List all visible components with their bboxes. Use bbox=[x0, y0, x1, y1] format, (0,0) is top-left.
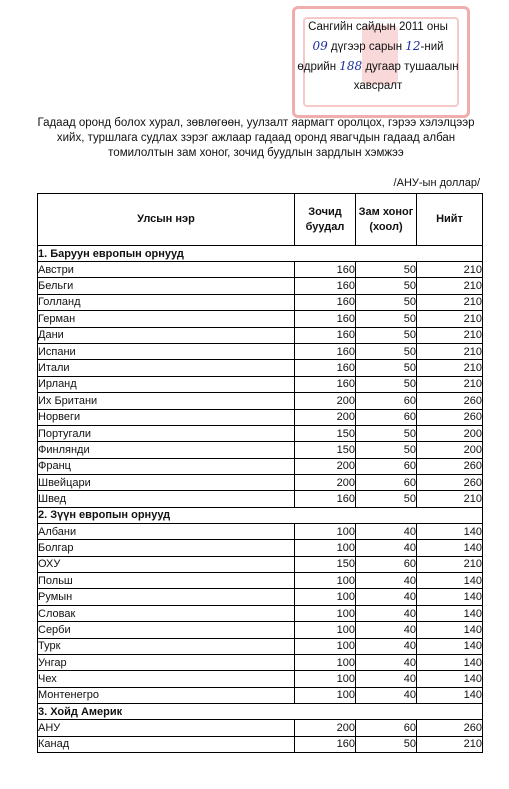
table-body bbox=[38, 246, 483, 753]
country-cell: Их Британи bbox=[38, 393, 295, 409]
country-cell: Австри bbox=[38, 262, 295, 278]
country-cell: Финлянди bbox=[38, 442, 295, 458]
total-cost-cell: 210 bbox=[417, 278, 483, 294]
country-cell: ОХУ bbox=[38, 556, 295, 572]
rates-table bbox=[37, 193, 483, 753]
approval-line-3-end: дугаар тушаалын bbox=[362, 61, 459, 73]
country-cell: Болгар bbox=[38, 540, 295, 556]
country-cell: Монтенегро bbox=[38, 687, 295, 703]
hotel-cost-cell: 200 bbox=[295, 393, 356, 409]
total-cost-cell: 140 bbox=[417, 605, 483, 621]
approval-line-2-end: -ний bbox=[420, 41, 444, 53]
total-cost-cell: 260 bbox=[417, 409, 483, 425]
table-row bbox=[38, 638, 483, 654]
section-row bbox=[38, 246, 483, 262]
table-row bbox=[38, 573, 483, 589]
table-row bbox=[38, 491, 483, 507]
total-cost-cell: 260 bbox=[417, 720, 483, 736]
table-row bbox=[38, 736, 483, 752]
perdiem-cost-cell: 40 bbox=[356, 540, 417, 556]
table-row bbox=[38, 589, 483, 605]
total-cost-cell: 210 bbox=[417, 736, 483, 752]
total-cost-cell: 210 bbox=[417, 311, 483, 327]
table-row bbox=[38, 720, 483, 736]
hotel-cost-cell: 100 bbox=[295, 638, 356, 654]
section-title: 1. Баруун европын орнууд bbox=[38, 246, 483, 262]
table-row bbox=[38, 442, 483, 458]
perdiem-cost-cell: 50 bbox=[356, 294, 417, 310]
title-line-1: Гадаад оронд болох хурал, зөвлөгөөн, уулзалт яармагт оролцох, гэрээ хэлэлцээр bbox=[37, 117, 475, 129]
country-cell: Унгар bbox=[38, 654, 295, 670]
header-perdiem-line-1: Зам хоног bbox=[358, 205, 414, 218]
hotel-cost-cell: 160 bbox=[295, 491, 356, 507]
table-row bbox=[38, 393, 483, 409]
hotel-cost-cell: 200 bbox=[295, 475, 356, 491]
table-row bbox=[38, 360, 483, 376]
total-cost-cell: 140 bbox=[417, 654, 483, 670]
total-cost-cell: 210 bbox=[417, 327, 483, 343]
country-cell: Албани bbox=[38, 523, 295, 539]
table-row bbox=[38, 311, 483, 327]
country-cell: Дани bbox=[38, 327, 295, 343]
hotel-cost-cell: 100 bbox=[295, 540, 356, 556]
section-row bbox=[38, 507, 483, 523]
header-hotel-line-2: буудал bbox=[305, 220, 345, 233]
hotel-cost-cell: 160 bbox=[295, 278, 356, 294]
table-row bbox=[38, 523, 483, 539]
hotel-cost-cell: 160 bbox=[295, 294, 356, 310]
country-cell: Румын bbox=[38, 589, 295, 605]
perdiem-cost-cell: 40 bbox=[356, 638, 417, 654]
hotel-cost-cell: 100 bbox=[295, 687, 356, 703]
total-cost-cell: 140 bbox=[417, 638, 483, 654]
total-cost-cell: 210 bbox=[417, 376, 483, 392]
header-country: Улсын нэр bbox=[38, 194, 295, 246]
perdiem-cost-cell: 50 bbox=[356, 736, 417, 752]
country-cell: Канад bbox=[38, 736, 295, 752]
country-cell: Швед bbox=[38, 491, 295, 507]
table-row bbox=[38, 327, 483, 343]
hotel-cost-cell: 160 bbox=[295, 360, 356, 376]
perdiem-cost-cell: 50 bbox=[356, 327, 417, 343]
country-cell: Португали bbox=[38, 425, 295, 441]
hotel-cost-cell: 200 bbox=[295, 409, 356, 425]
approval-block bbox=[292, 18, 464, 96]
perdiem-cost-cell: 40 bbox=[356, 622, 417, 638]
section-title: 3. Хойд Америк bbox=[38, 704, 483, 720]
table-row bbox=[38, 556, 483, 572]
hotel-cost-cell: 100 bbox=[295, 523, 356, 539]
table-row bbox=[38, 458, 483, 474]
perdiem-cost-cell: 40 bbox=[356, 654, 417, 670]
perdiem-cost-cell: 60 bbox=[356, 475, 417, 491]
total-cost-cell: 140 bbox=[417, 687, 483, 703]
perdiem-cost-cell: 40 bbox=[356, 671, 417, 687]
hotel-cost-cell: 200 bbox=[295, 720, 356, 736]
table-row bbox=[38, 671, 483, 687]
total-cost-cell: 140 bbox=[417, 671, 483, 687]
perdiem-cost-cell: 60 bbox=[356, 393, 417, 409]
document-title bbox=[34, 116, 478, 161]
header-perdiem bbox=[356, 194, 417, 246]
perdiem-cost-cell: 50 bbox=[356, 376, 417, 392]
perdiem-cost-cell: 50 bbox=[356, 491, 417, 507]
approval-line-2 bbox=[292, 37, 464, 57]
handwritten-day: 12 bbox=[405, 39, 421, 53]
hotel-cost-cell: 100 bbox=[295, 605, 356, 621]
table-row bbox=[38, 343, 483, 359]
approval-line-1: Сангийн сайдын 2011 оны bbox=[308, 21, 448, 33]
table-row bbox=[38, 278, 483, 294]
perdiem-cost-cell: 60 bbox=[356, 458, 417, 474]
hotel-cost-cell: 160 bbox=[295, 343, 356, 359]
perdiem-cost-cell: 40 bbox=[356, 605, 417, 621]
perdiem-cost-cell: 50 bbox=[356, 262, 417, 278]
total-cost-cell: 140 bbox=[417, 523, 483, 539]
country-cell: Турк bbox=[38, 638, 295, 654]
perdiem-cost-cell: 50 bbox=[356, 425, 417, 441]
handwritten-month: 09 bbox=[312, 39, 328, 53]
total-cost-cell: 210 bbox=[417, 491, 483, 507]
table-row bbox=[38, 425, 483, 441]
section-title: 2. Зүүн европын орнууд bbox=[38, 507, 483, 523]
total-cost-cell: 210 bbox=[417, 294, 483, 310]
perdiem-cost-cell: 50 bbox=[356, 360, 417, 376]
table-row bbox=[38, 540, 483, 556]
total-cost-cell: 140 bbox=[417, 540, 483, 556]
country-cell: Норвеги bbox=[38, 409, 295, 425]
table-row bbox=[38, 654, 483, 670]
hotel-cost-cell: 150 bbox=[295, 442, 356, 458]
section-row bbox=[38, 704, 483, 720]
country-cell: Герман bbox=[38, 311, 295, 327]
total-cost-cell: 210 bbox=[417, 360, 483, 376]
header-perdiem-line-2: (хоол) bbox=[369, 220, 403, 233]
hotel-cost-cell: 100 bbox=[295, 622, 356, 638]
table-row bbox=[38, 687, 483, 703]
table-row bbox=[38, 376, 483, 392]
perdiem-cost-cell: 50 bbox=[356, 343, 417, 359]
perdiem-cost-cell: 40 bbox=[356, 687, 417, 703]
hotel-cost-cell: 150 bbox=[295, 425, 356, 441]
country-cell: Франц bbox=[38, 458, 295, 474]
total-cost-cell: 260 bbox=[417, 393, 483, 409]
table-row bbox=[38, 409, 483, 425]
approval-line-3 bbox=[292, 57, 464, 77]
hotel-cost-cell: 100 bbox=[295, 654, 356, 670]
country-cell: Польш bbox=[38, 573, 295, 589]
perdiem-cost-cell: 50 bbox=[356, 442, 417, 458]
table-header-row bbox=[38, 194, 483, 246]
hotel-cost-cell: 150 bbox=[295, 556, 356, 572]
total-cost-cell: 210 bbox=[417, 343, 483, 359]
currency-note: /АНУ-ын доллар/ bbox=[393, 177, 480, 189]
perdiem-cost-cell: 60 bbox=[356, 720, 417, 736]
hotel-cost-cell: 100 bbox=[295, 671, 356, 687]
country-cell: Чех bbox=[38, 671, 295, 687]
table-row bbox=[38, 475, 483, 491]
country-cell: Итали bbox=[38, 360, 295, 376]
total-cost-cell: 210 bbox=[417, 262, 483, 278]
country-cell: Бельги bbox=[38, 278, 295, 294]
total-cost-cell: 200 bbox=[417, 442, 483, 458]
approval-line-2-mid: дүгээр сарын bbox=[327, 41, 406, 53]
total-cost-cell: 140 bbox=[417, 573, 483, 589]
total-cost-cell: 140 bbox=[417, 589, 483, 605]
perdiem-cost-cell: 40 bbox=[356, 573, 417, 589]
country-cell: Словак bbox=[38, 605, 295, 621]
table-row bbox=[38, 262, 483, 278]
total-cost-cell: 260 bbox=[417, 475, 483, 491]
hotel-cost-cell: 160 bbox=[295, 327, 356, 343]
header-hotel bbox=[295, 194, 356, 246]
title-line-2: хийх, туршлага судлах зэрэг ажлаар гадаад оронд явагчдын гадаад албан bbox=[56, 132, 456, 144]
hotel-cost-cell: 200 bbox=[295, 458, 356, 474]
handwritten-order-number: 188 bbox=[339, 59, 363, 73]
country-cell: Швейцари bbox=[38, 475, 295, 491]
perdiem-cost-cell: 50 bbox=[356, 278, 417, 294]
hotel-cost-cell: 160 bbox=[295, 736, 356, 752]
total-cost-cell: 200 bbox=[417, 425, 483, 441]
table-row bbox=[38, 622, 483, 638]
total-cost-cell: 140 bbox=[417, 622, 483, 638]
header-hotel-line-1: Зочид bbox=[308, 205, 342, 218]
country-cell: Испани bbox=[38, 343, 295, 359]
perdiem-cost-cell: 60 bbox=[356, 556, 417, 572]
table-row bbox=[38, 294, 483, 310]
hotel-cost-cell: 100 bbox=[295, 573, 356, 589]
approval-line-3-start: өдрийн bbox=[297, 61, 340, 73]
country-cell: Серби bbox=[38, 622, 295, 638]
perdiem-cost-cell: 40 bbox=[356, 589, 417, 605]
total-cost-cell: 210 bbox=[417, 556, 483, 572]
perdiem-cost-cell: 60 bbox=[356, 409, 417, 425]
hotel-cost-cell: 100 bbox=[295, 589, 356, 605]
hotel-cost-cell: 160 bbox=[295, 311, 356, 327]
header-total: Нийт bbox=[417, 194, 483, 246]
perdiem-cost-cell: 40 bbox=[356, 523, 417, 539]
total-cost-cell: 260 bbox=[417, 458, 483, 474]
hotel-cost-cell: 160 bbox=[295, 262, 356, 278]
country-cell: Голланд bbox=[38, 294, 295, 310]
hotel-cost-cell: 160 bbox=[295, 376, 356, 392]
title-line-3: томилолтын зам хоног, зочид буудлын зардлын хэмжээ bbox=[108, 147, 404, 159]
perdiem-cost-cell: 50 bbox=[356, 311, 417, 327]
table-row bbox=[38, 605, 483, 621]
country-cell: АНУ bbox=[38, 720, 295, 736]
country-cell: Ирланд bbox=[38, 376, 295, 392]
approval-line-4: хавсралт bbox=[353, 80, 403, 92]
